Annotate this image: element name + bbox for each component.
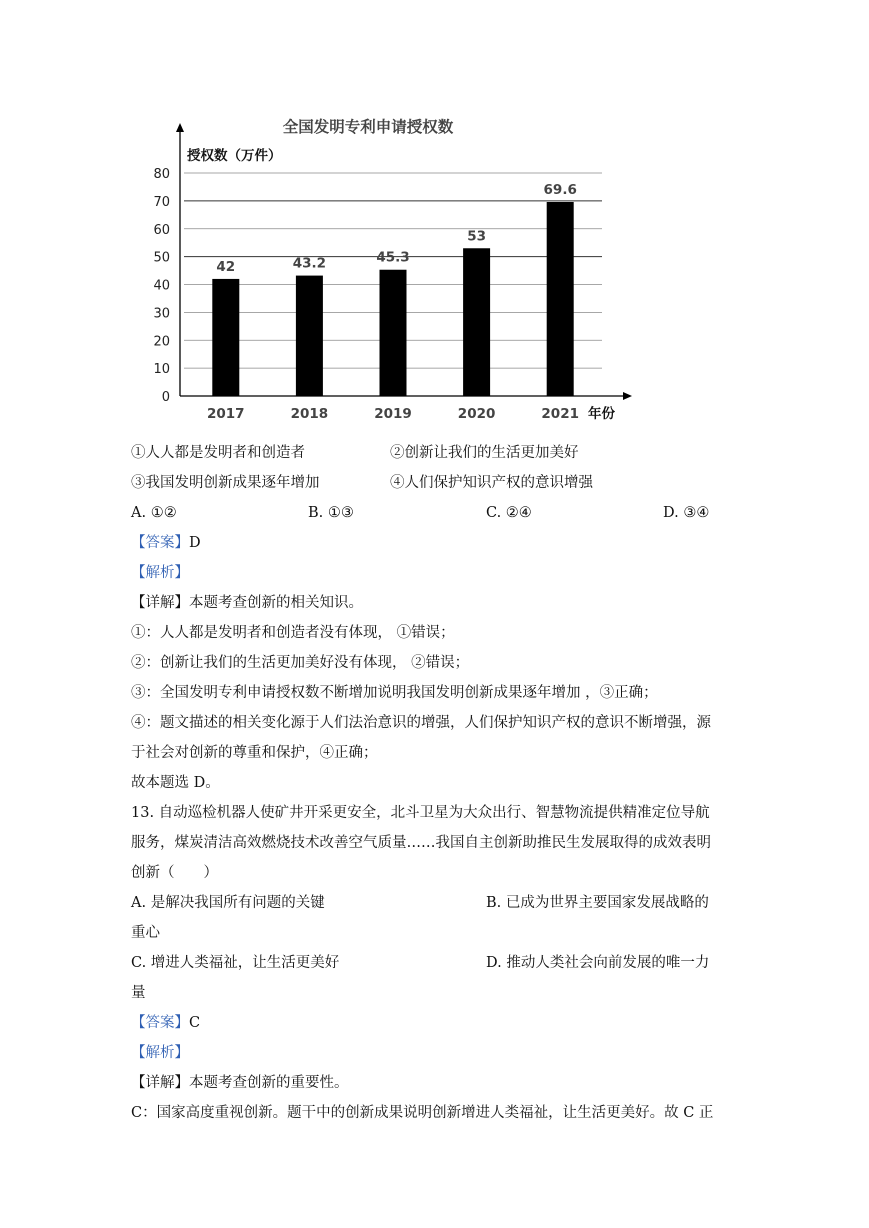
x-tick-label: 2018 [290,406,329,422]
q12-options [131,498,741,528]
x-axis-arrow [623,392,632,400]
bar-2017 [212,279,239,396]
q13-explanation-1: C：国家高度重视创新。题干中的创新成果说明创新增进人类福祉，让生活更美好。故 C 正 [131,1105,714,1121]
y-tick-label: 70 [153,194,170,210]
answer-tag: 【答案】 [131,535,189,551]
analysis-tag: 【解析】 [131,1045,189,1061]
data-label: 42 [216,258,236,275]
patent-bar-chart [140,110,640,430]
q13-options-row-1 [131,888,741,918]
q12-explanation-3: ③：全国发明专利申请授权数不断增加说明我国发明创新成果逐年增加 ，③正确； [131,685,658,701]
q12-option-a: A. ①② [131,505,177,521]
q12-detail [131,588,741,618]
y-tick-label: 0 [161,390,170,405]
data-label: 53 [467,228,486,245]
bar-2019 [380,270,407,396]
chart-canvas [140,110,640,430]
q13-option-d-cont: 量 [131,985,146,1001]
x-tick-label: 2021 [541,406,579,422]
data-label: 45.3 [376,249,410,266]
q13-option-b: B. 已成为世界主要国家发展战略的 [486,895,709,911]
y-tick-label: 40 [153,278,170,294]
q12-option-d: D. ③④ [663,505,710,521]
detail-text: 本题考查创新的重要性。 [189,1075,349,1091]
y-tick-label: 80 [153,167,170,182]
q13-analysis [131,1038,741,1068]
q12-explanation-1: ①：人人都是发明者和创造者没有体现， ①错误； [131,625,455,641]
q13-stem-1: 13. 自动巡检机器人使矿井开采更安全，北斗卫星为大众出行、智慧物流提供精准定位导航 [131,805,710,821]
detail-text: 本题考查创新的相关知识。 [189,595,363,611]
chart-title: 全国发明专利申请授权数 [282,118,454,136]
detail-tag: 【详解】 [131,595,189,611]
y-tick-label: 60 [153,222,170,238]
statement-row-1 [131,438,741,468]
q12-option-b: B. ①③ [308,505,354,521]
analysis-tag: 【解析】 [131,565,189,581]
q12-answer [131,528,741,558]
x-tick-label: 2017 [207,406,245,422]
q12-explanation-4a: ④：题文描述的相关变化源于人们法治意识的增强，人们保护知识产权的意识不断增强，源 [131,715,711,731]
q13-option-b-cont: 重心 [131,925,160,941]
answer-value: D [189,535,201,551]
y-axis-label: 授权数（万件） [187,148,282,164]
y-tick-label: 10 [153,362,170,378]
data-label: 69.6 [543,181,577,198]
q13-stem-3: 创新（ ） [131,865,218,881]
y-tick-label: 50 [153,250,170,266]
q12-explanation-4b: 于社会对创新的尊重和保护，④正确； [131,745,378,761]
q13-detail [131,1068,741,1098]
answer-value: C [189,1015,201,1031]
q13-answer [131,1008,741,1038]
q12-option-c: C. ②④ [486,505,532,521]
q13-option-a: A. 是解决我国所有问题的关键 [131,895,325,911]
y-tick-label: 20 [153,334,170,350]
detail-tag: 【详解】 [131,1075,189,1091]
x-axis-label: 年份 [588,406,615,422]
bar-2018 [296,276,323,396]
q12-analysis [131,558,741,588]
statement-4: ④人们保护知识产权的意识增强 [390,475,593,491]
bar-2021 [547,202,574,396]
statement-3: ③我国发明创新成果逐年增加 [131,475,320,491]
q12-conclusion: 故本题选 D。 [131,775,220,791]
y-tick-label: 30 [153,306,170,322]
q12-explanation-2: ②：创新让我们的生活更加美好没有体现， ②错误； [131,655,470,671]
x-tick-label: 2020 [457,406,496,422]
statement-2: ②创新让我们的生活更加美好 [390,445,579,461]
q13-stem-2: 服务，煤炭清洁高效燃烧技术改善空气质量……我国自主创新助推民生发展取得的成效表明 [131,835,711,851]
bar-2020 [463,248,490,396]
statement-row-2 [131,468,741,498]
x-tick-label: 2019 [374,406,412,422]
statement-1: ①人人都是发明者和创造者 [131,445,305,461]
data-label: 43.2 [292,255,327,272]
q13-options-row-2 [131,948,741,978]
q13-option-c: C. 增进人类福祉，让生活更美好 [131,955,340,971]
answer-tag: 【答案】 [131,1015,189,1031]
question-content [131,438,741,1128]
y-axis-arrow [176,123,184,132]
q13-option-d: D. 推动人类社会向前发展的唯一力 [486,955,710,971]
